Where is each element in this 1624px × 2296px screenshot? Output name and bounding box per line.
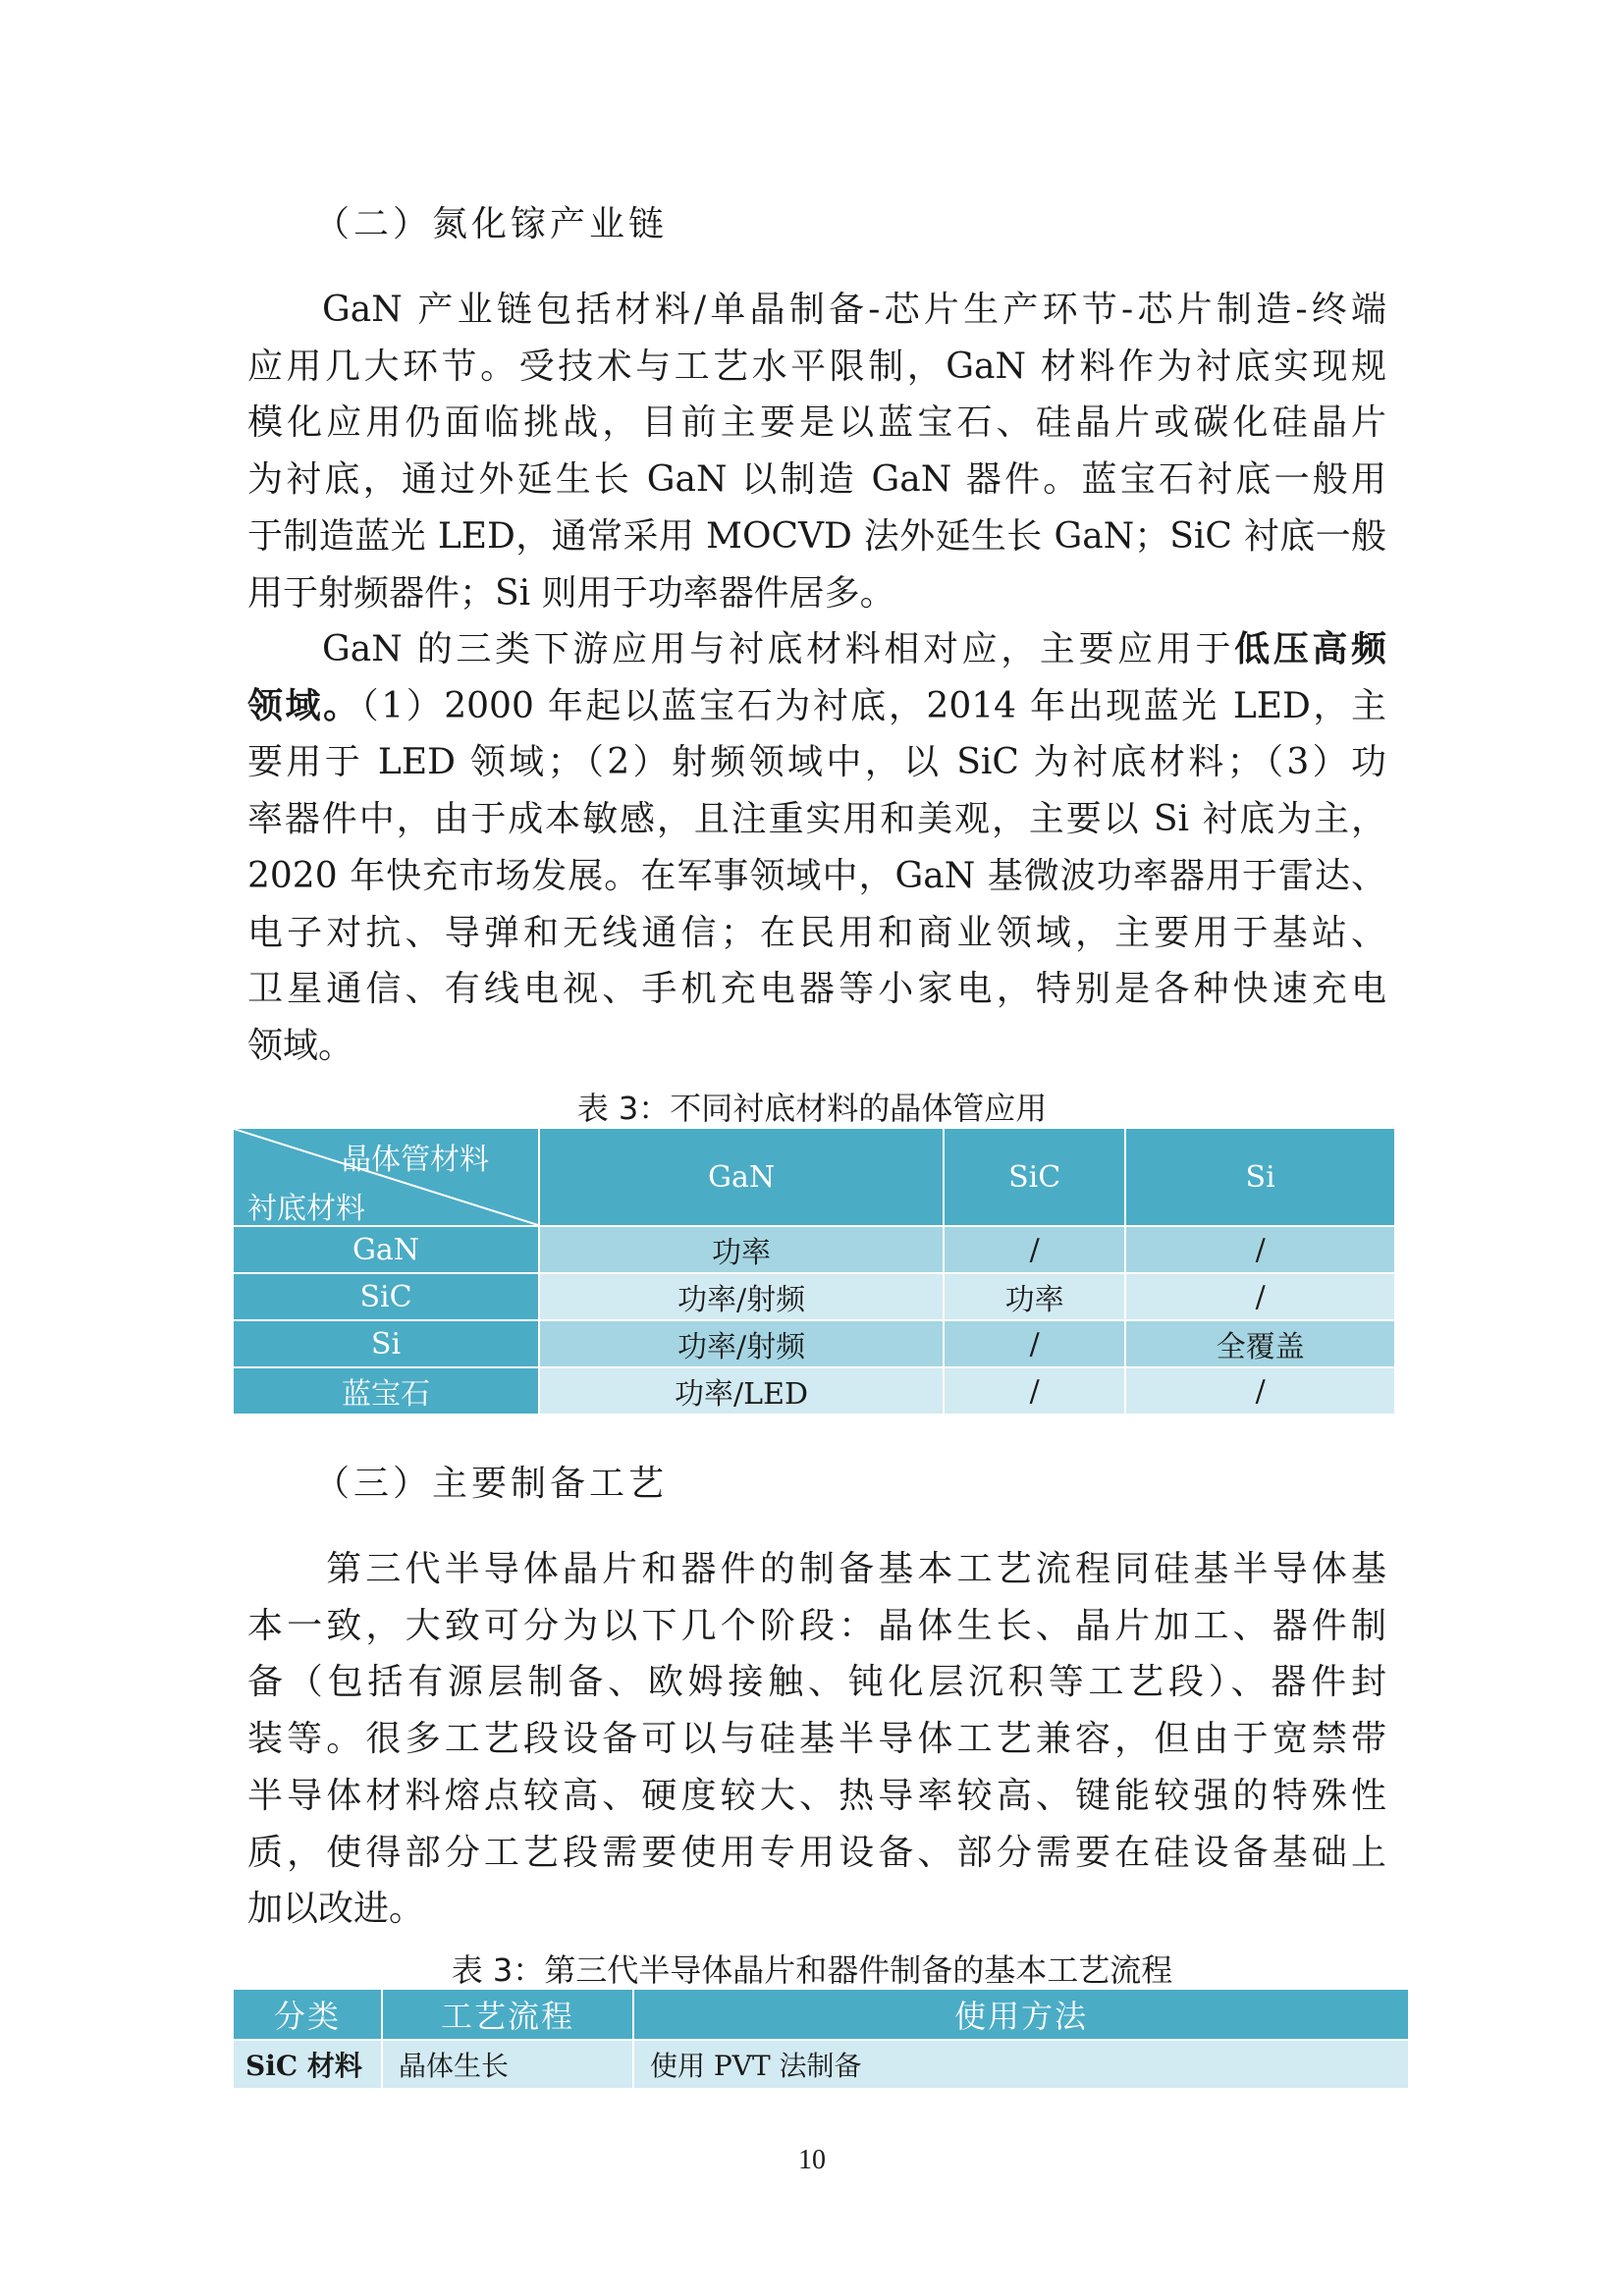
text-line: 用于射频器件；Si 则用于功率器件居多。 — [247, 572, 895, 614]
text-line: 备（包括有源层制备、欧姆接触、钝化层沉积等工艺段）、器件封 — [247, 1662, 1386, 1703]
paragraph-process — [247, 1541, 1386, 1938]
text-line: 要用于 LED 领域；（2）射频领域中，以 SiC 为衬底材料；（3）功 — [247, 742, 1386, 783]
table-row — [233, 1367, 1395, 1415]
table-cell: 晶体生长 — [382, 2040, 633, 2089]
text-line: 质，使得部分工艺段需要使用专用设备、部分需要在硅设备基础上 — [247, 1832, 1386, 1873]
page-number: 10 — [798, 2145, 826, 2175]
text-line: 半导体材料熔点较高、硬度较大、热导率较高、键能较强的特殊性 — [247, 1775, 1386, 1816]
table-caption: 表 3：不同衬底材料的晶体管应用 — [576, 1090, 1048, 1127]
bold-text: 领域。 — [247, 684, 361, 726]
column-header: 工艺流程 — [382, 1989, 633, 2040]
text-line: 模化应用仍面临挑战，目前主要是以蓝宝石、硅晶片或碳化硅晶片 — [247, 402, 1386, 444]
row-header: SiC — [233, 1273, 539, 1320]
text-line: 装等。很多工艺段设备可以与硅基半导体工艺兼容，但由于宽禁带 — [247, 1719, 1386, 1760]
text-line: 领域。 — [247, 1025, 354, 1066]
table-cell: / — [1125, 1367, 1395, 1415]
table-cell: 功率/LED — [539, 1367, 944, 1415]
column-header: SiC — [944, 1128, 1125, 1226]
section-heading-2: （二）氮化镓产业链 — [314, 204, 669, 244]
paragraph-gan-chain — [247, 282, 1386, 621]
text-line: 加以改进。 — [247, 1889, 425, 1930]
row-header: 蓝宝石 — [233, 1367, 539, 1415]
substrate-transistor-table — [232, 1127, 1396, 1415]
paragraph-gan-applications — [247, 621, 1386, 1075]
row-header: Si — [233, 1320, 539, 1367]
text-line: 领域。（1）2000 年起以蓝宝石为衬底，2014 年出现蓝光 LED，主 — [247, 684, 1386, 726]
bold-text: 低压高频 — [1234, 628, 1386, 669]
column-header: Si — [1125, 1128, 1395, 1226]
text-line: 2020 年快充市场发展。在军事领域中，GaN 基微波功率器用于雷达、 — [247, 855, 1386, 896]
row-header: GaN — [233, 1226, 539, 1273]
table-cell: / — [944, 1226, 1125, 1273]
table-cell: 功率 — [539, 1226, 944, 1273]
table-cell: / — [1125, 1273, 1395, 1320]
table-cell: 全覆盖 — [1125, 1320, 1395, 1367]
table-row — [233, 1226, 1395, 1273]
text-line: 率器件中，由于成本敏感，且注重实用和美观，主要以 Si 衬底为主， — [247, 799, 1386, 840]
corner-header-cell — [233, 1128, 539, 1226]
text-line: GaN 的三类下游应用与衬底材料相对应，主要应用于低压高频 — [322, 628, 1386, 669]
table-row — [233, 1273, 1395, 1320]
table-cell: / — [944, 1367, 1125, 1415]
corner-top-label: 晶体管材料 — [342, 1143, 489, 1177]
table-row — [233, 2040, 1409, 2089]
process-flow-table — [232, 1988, 1410, 2090]
section-heading-3: （三）主要制备工艺 — [314, 1464, 669, 1504]
text-line: 本一致，大致可分为以下几个阶段：晶体生长、晶片加工、器件制 — [247, 1605, 1386, 1646]
text-line: 卫星通信、有线电视、手机充电器等小家电，特别是各种快速充电 — [247, 969, 1386, 1010]
text-line: 电子对抗、导弹和无线通信；在民用和商业领域，主要用于基站、 — [247, 912, 1386, 953]
table-cell: 功率/射频 — [539, 1273, 944, 1320]
text-line: GaN 产业链包括材料/单晶制备-芯片生产环节-芯片制造-终端 — [322, 290, 1386, 330]
table-cell: 使用 PVT 法制备 — [633, 2040, 1409, 2089]
corner-bottom-label: 衬底材料 — [247, 1192, 365, 1225]
table-caption: 表 3：第三代半导体晶片和器件制备的基本工艺流程 — [451, 1951, 1173, 1989]
column-header: GaN — [539, 1128, 944, 1226]
table-cell: / — [944, 1320, 1125, 1367]
table-cell: / — [1125, 1226, 1395, 1273]
text-line: 为衬底，通过外延生长 GaN 以制造 GaN 器件。蓝宝石衬底一般用 — [247, 459, 1386, 501]
table-cell: SiC 材料 — [233, 2040, 382, 2089]
text-line: 于制造蓝光 LED，通常采用 MOCVD 法外延生长 GaN；SiC 衬底一般 — [247, 515, 1386, 557]
table-cell: 功率 — [944, 1273, 1125, 1320]
table-cell: 功率/射频 — [539, 1320, 944, 1367]
text-line: 第三代半导体晶片和器件的制备基本工艺流程同硅基半导体基 — [322, 1549, 1386, 1589]
column-header: 使用方法 — [633, 1989, 1409, 2040]
column-header: 分类 — [233, 1989, 382, 2040]
text-line: 应用几大环节。受技术与工艺水平限制，GaN 材料作为衬底实现规 — [247, 346, 1386, 387]
table-row — [233, 1320, 1395, 1367]
